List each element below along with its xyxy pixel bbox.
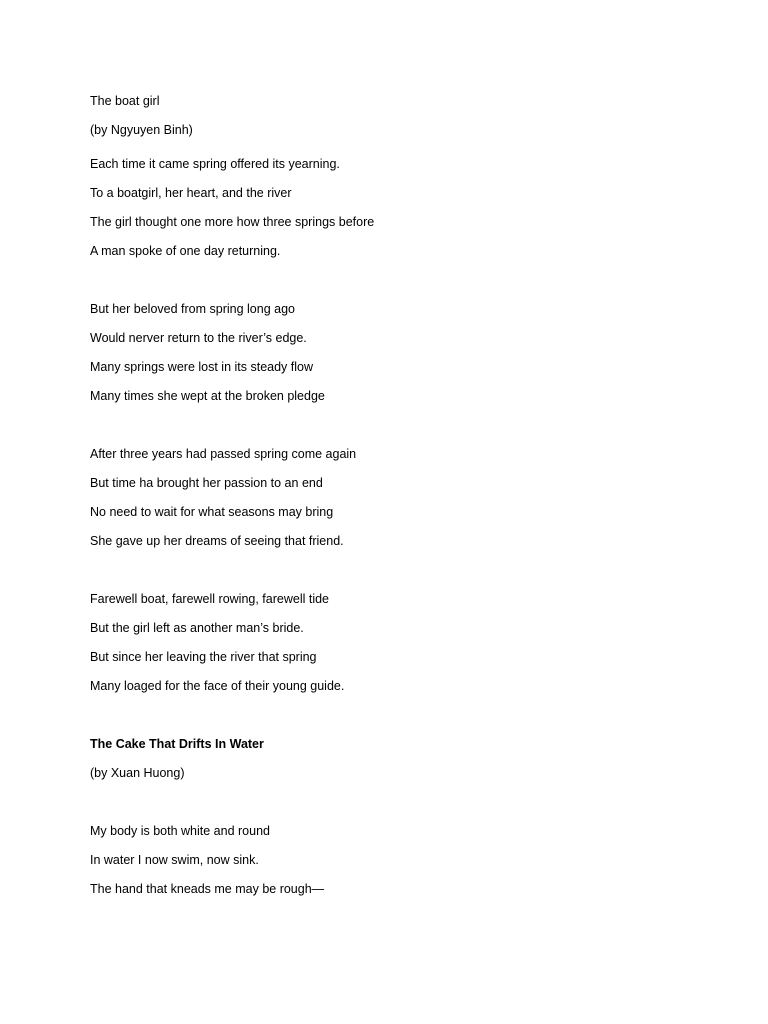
poem-line: After three years had passed spring come again	[90, 447, 357, 461]
poem-line: In water I now swim, now sink.	[90, 853, 259, 867]
poem-line: But her beloved from spring long ago	[90, 302, 295, 316]
poem-line: The girl thought one more how three springs before	[90, 215, 375, 229]
poem-line: Farewell boat, farewell rowing, farewell tide	[90, 592, 329, 606]
poem-line: A man spoke of one day returning.	[90, 244, 281, 258]
poem-author: (by Ngyuyen Binh)	[90, 123, 193, 137]
poem-line: She gave up her dreams of seeing that friend.	[90, 534, 344, 548]
poem-line: Would nerver return to the river’s edge.	[90, 331, 307, 345]
poem-line: Each time it came spring offered its yearning.	[90, 157, 340, 171]
poem-line: But the girl left as another man’s bride.	[90, 621, 304, 635]
poem-line: Many times she wept at the broken pledge	[90, 389, 325, 403]
poem-line: Many springs were lost in its steady flow	[90, 360, 314, 374]
poem-title: The boat girl	[90, 94, 160, 108]
poem-title: The Cake That Drifts In Water	[90, 737, 264, 751]
poem-line: To a boatgirl, her heart, and the river	[90, 186, 292, 200]
poem-line: But time ha brought her passion to an end	[90, 476, 323, 490]
poem-author: (by Xuan Huong)	[90, 766, 185, 780]
poem-line: No need to wait for what seasons may bring	[90, 505, 334, 519]
poem-line: Many loaged for the face of their young guide.	[90, 679, 345, 693]
poem-line: But since her leaving the river that spring	[90, 650, 317, 664]
document-page	[90, 93, 710, 897]
poem-line: The hand that kneads me may be rough—	[90, 882, 325, 896]
poem-line: My body is both white and round	[90, 824, 270, 838]
